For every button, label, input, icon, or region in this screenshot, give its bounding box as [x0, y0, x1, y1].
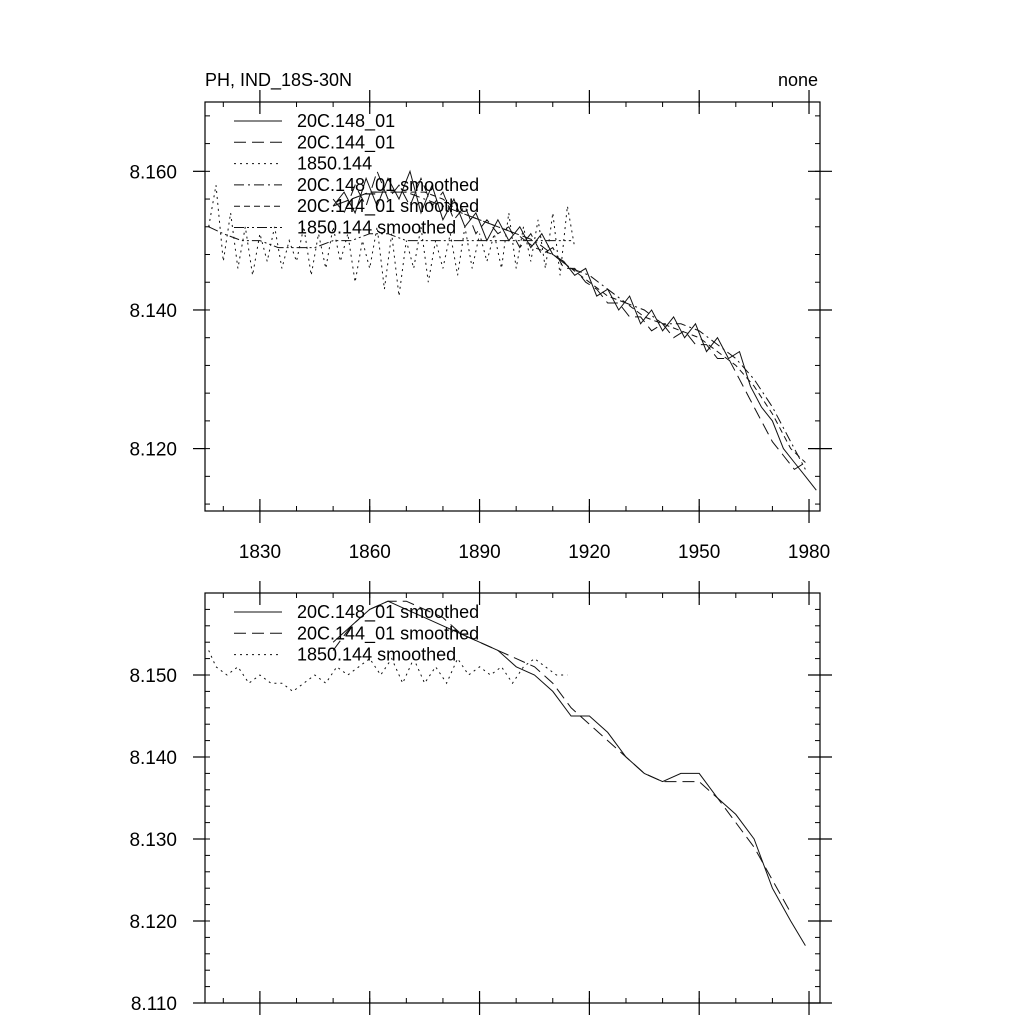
legend-label: 1850.144 smoothed: [297, 644, 457, 665]
x-tick-label: 1830: [238, 542, 282, 563]
chart-title-right: none: [777, 70, 818, 90]
x-tick-label: 1980: [787, 542, 831, 563]
y-tick-label: 8.110: [130, 994, 177, 1015]
legend-label: 20C.144_01 smoothed: [297, 623, 480, 644]
y-tick-label: 8.120: [129, 912, 177, 933]
x-tick-label: 1860: [348, 542, 391, 563]
chart-title-left: PH, IND_18S-30N: [205, 70, 353, 90]
x-tick-label: 1950: [678, 542, 721, 563]
legend-label: 1850.144: [297, 153, 373, 174]
x-tick-label: 1920: [568, 542, 611, 563]
legend-label: 20C.148_01 smoothed: [297, 174, 480, 195]
bottom-chart-panel: [129, 581, 832, 1015]
top-chart-panel: [129, 70, 832, 563]
y-tick-label: 8.120: [129, 439, 177, 461]
legend-label: 20C.144_01 smoothed: [297, 196, 480, 217]
legend-label: 20C.144_01: [297, 132, 396, 153]
legend-label: 20C.148_01: [297, 111, 396, 131]
legend-label: 20C.148_01 smoothed: [297, 602, 480, 622]
y-tick-label: 8.140: [129, 748, 177, 769]
y-tick-label: 8.140: [129, 300, 177, 322]
x-tick-label: 1890: [458, 542, 501, 563]
y-tick-label: 8.160: [129, 162, 177, 184]
y-tick-label: 8.130: [129, 830, 177, 851]
legend-label: 1850.144 smoothed: [297, 217, 457, 238]
y-tick-label: 8.150: [129, 666, 177, 687]
